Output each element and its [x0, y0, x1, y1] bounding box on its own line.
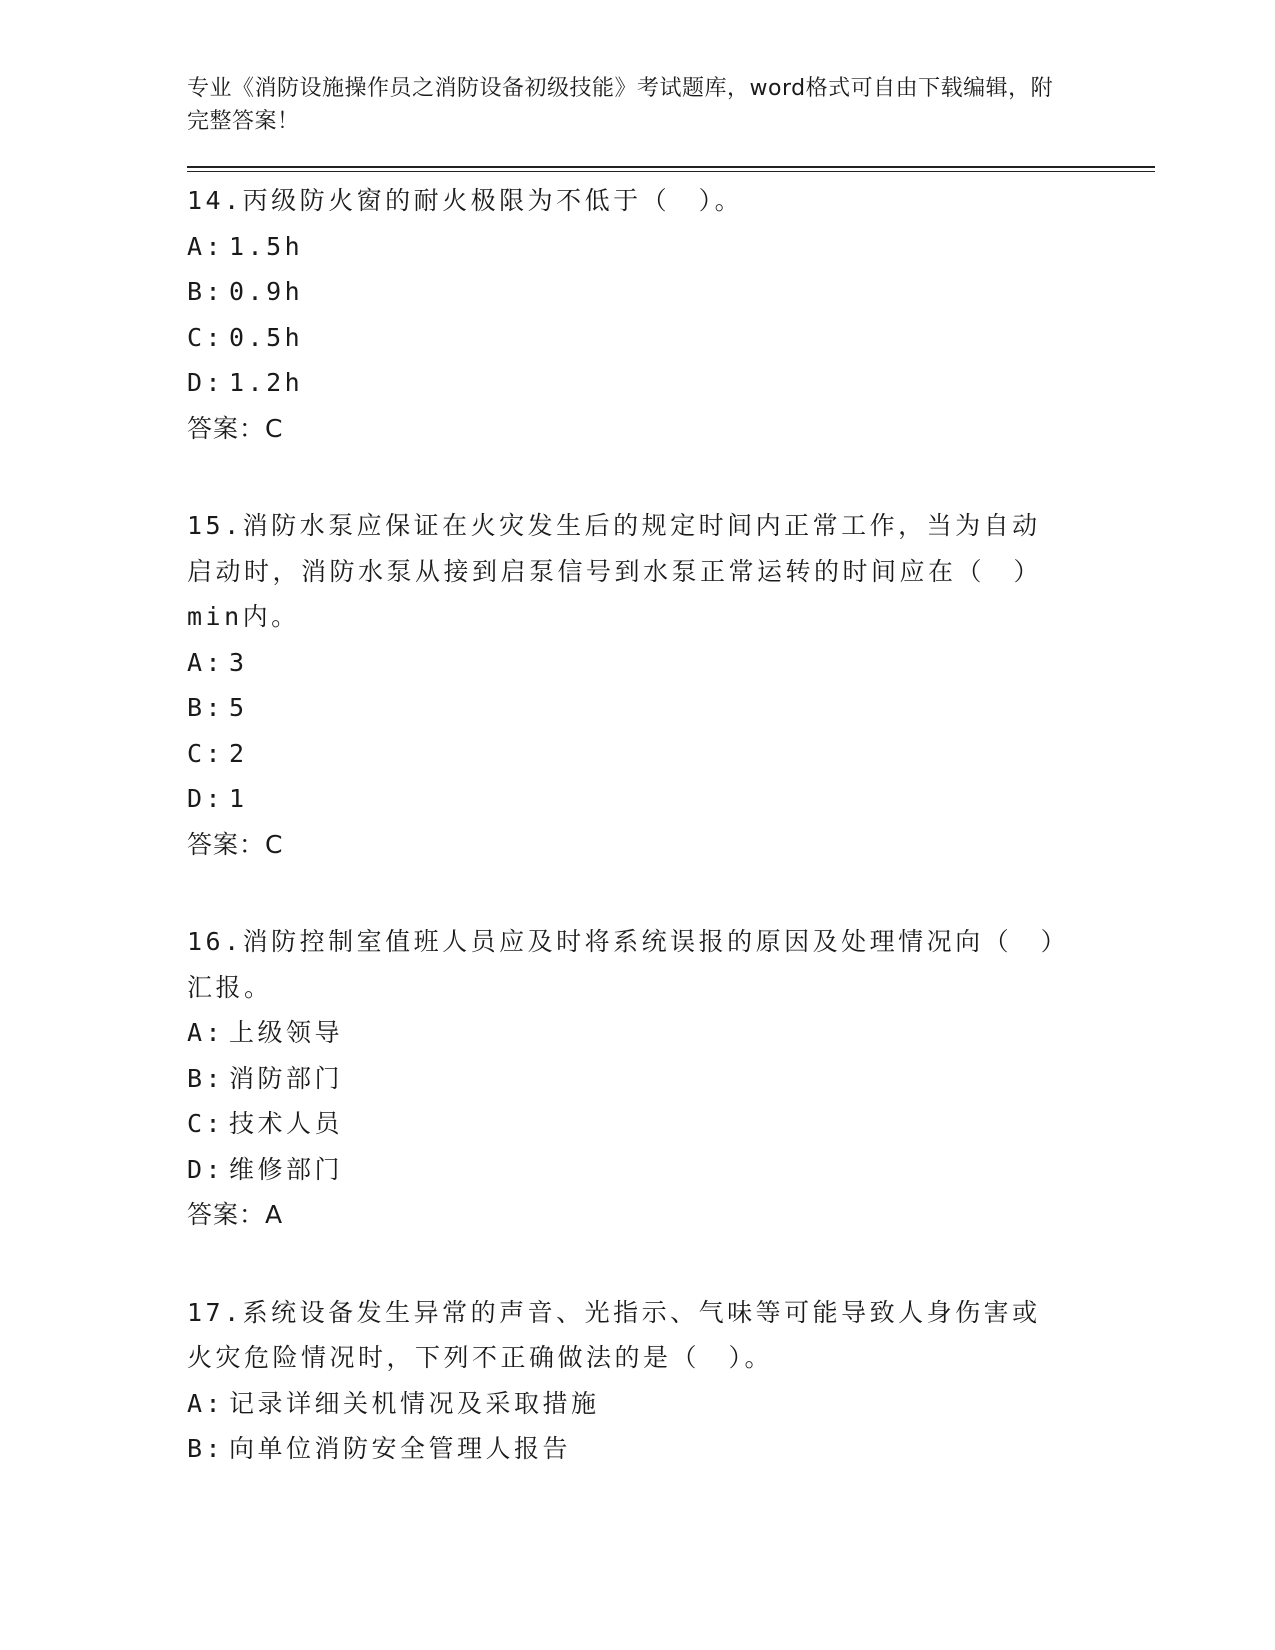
option-d [187, 776, 1155, 822]
option-letter: A: [187, 1018, 225, 1047]
option-b [187, 1056, 1155, 1102]
question-text: 17.系统设备发生异常的声音、光指示、气味等可能导致人身伤害或火灾危险情况时，下列不正确做法的是（ ）。 [187, 1297, 1041, 1372]
option-text: 记录详细关机情况及采取措施 [229, 1388, 600, 1418]
question-spacer [187, 451, 1155, 497]
option-b [187, 1426, 1155, 1472]
option-text: 1 [229, 784, 248, 813]
option-a [187, 640, 1155, 686]
option-letter: D: [187, 784, 225, 813]
option-letter: A: [187, 647, 225, 677]
option-text: 5 [229, 693, 248, 722]
question-14 [187, 178, 1155, 451]
option-d [187, 360, 1155, 406]
option-letter: C: [187, 1109, 225, 1138]
document-page [187, 72, 1155, 1472]
header-divider-inner-line [187, 171, 1155, 172]
option-a [187, 224, 1155, 270]
option-a [187, 1010, 1155, 1056]
option-d [187, 1147, 1155, 1193]
option-letter: A: [187, 1388, 225, 1418]
question-text: 14.丙级防火窗的耐火极限为不低于（ ）。 [187, 186, 744, 215]
option-text: 3 [229, 647, 248, 677]
option-text: 2 [229, 738, 248, 768]
option-letter: B: [187, 277, 225, 306]
option-text: 消防部门 [229, 1063, 344, 1093]
option-c [187, 1101, 1155, 1147]
option-c [187, 731, 1155, 777]
answer-line: 答案：C [187, 413, 284, 443]
question-text: 15.消防水泵应保证在火灾发生后的规定时间内正常工作，当为自动启动时，消防水泵从接到启泵信号到水泵正常运转的时间应在（ ）min内。 [187, 511, 1043, 631]
option-letter: C: [187, 322, 225, 352]
option-letter: D: [187, 368, 225, 397]
header-divider [187, 166, 1155, 172]
option-text: 0.9h [229, 277, 304, 306]
option-b [187, 685, 1155, 731]
option-b [187, 269, 1155, 315]
option-text: 1.2h [229, 368, 304, 397]
option-letter: A: [187, 231, 225, 261]
answer-line: 答案：A [187, 1200, 284, 1229]
option-text: 0.5h [229, 322, 304, 352]
option-text: 上级领导 [229, 1018, 344, 1047]
option-text: 向单位消防安全管理人报告 [229, 1434, 572, 1463]
question-text: 16.消防控制室值班人员应及时将系统误报的原因及处理情况向（ ）汇报。 [187, 927, 1057, 1002]
option-text: 维修部门 [229, 1154, 344, 1184]
option-letter: C: [187, 738, 225, 768]
option-c [187, 315, 1155, 361]
question-17 [187, 1290, 1155, 1472]
option-letter: B: [187, 693, 225, 722]
option-letter: B: [187, 1063, 225, 1093]
document-header: 专业《消防设施操作员之消防设备初级技能》考试题库，word格式可自由下载编辑，附完整答案！ [187, 76, 1054, 134]
question-15 [187, 503, 1155, 867]
option-letter: B: [187, 1434, 225, 1463]
option-letter: D: [187, 1154, 225, 1184]
option-a [187, 1381, 1155, 1427]
question-16 [187, 919, 1155, 1238]
answer-line: 答案：C [187, 829, 284, 859]
option-text: 技术人员 [229, 1109, 344, 1138]
question-spacer [187, 867, 1155, 913]
question-spacer [187, 1238, 1155, 1284]
option-text: 1.5h [229, 231, 304, 261]
